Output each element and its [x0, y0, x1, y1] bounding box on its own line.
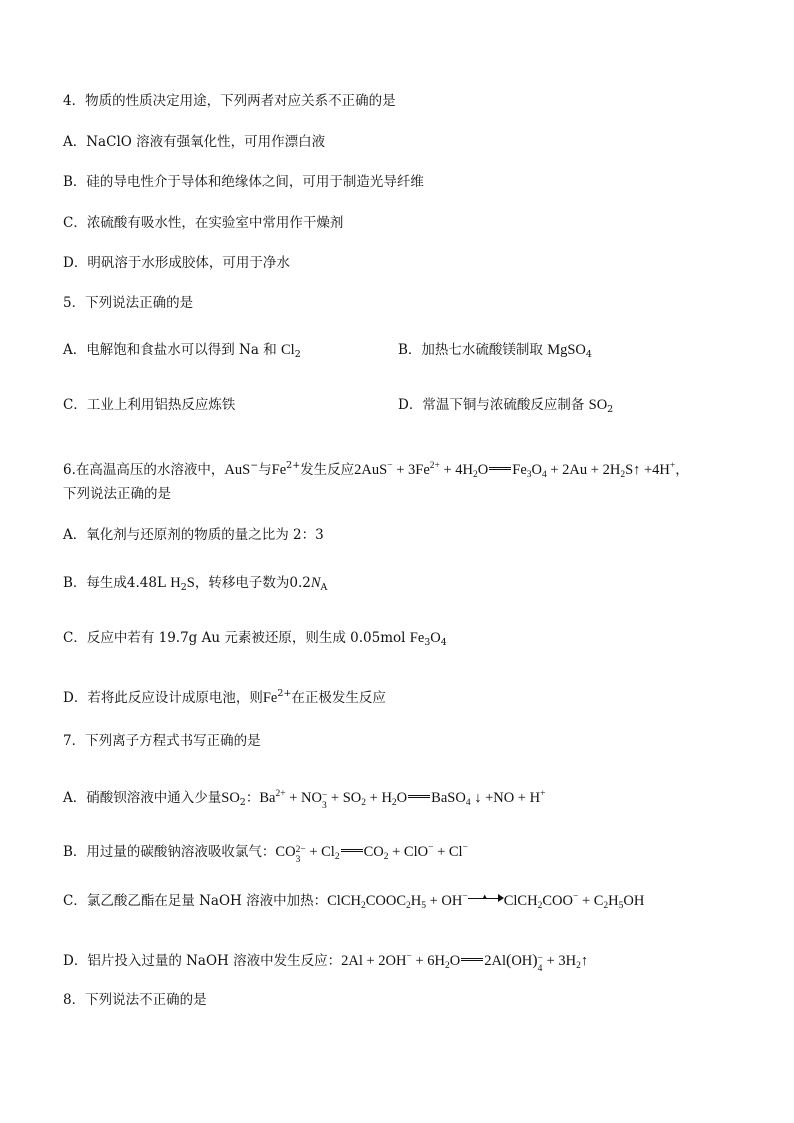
q6-fe: Fe — [271, 462, 287, 478]
q7-b-eq-part: + Cl — [433, 844, 463, 860]
q7-c-eq-part: ClCH — [327, 893, 361, 909]
q7-d-eq-sup: − — [406, 952, 412, 962]
q7-a-eq-sub: 2 — [391, 798, 397, 808]
q6-eq-sub: 2 — [473, 470, 478, 480]
q5-b-formula: MgSO — [547, 342, 586, 358]
q6-eq-sup: + — [669, 461, 676, 471]
q6-eq-part: O — [477, 462, 489, 478]
q7-b-eq-sub: 2 — [383, 852, 389, 862]
q6-eq-sub: 2 — [620, 470, 626, 480]
q6-aus-sup: − — [250, 460, 259, 471]
q4-option-a: A．NaClO 溶液有强氧化性，可用作漂白液 — [63, 134, 326, 150]
q7-c-eq-part: OH — [623, 893, 645, 909]
q7-d-eq-sub: 2 — [576, 961, 581, 971]
equal-sign-double — [461, 958, 483, 961]
q7-c-eq-part: + OH — [426, 893, 463, 909]
q6-stem-a: 6.在高温高压的水溶液中， — [63, 462, 225, 478]
q7-a-so: SO — [221, 790, 240, 806]
q7-c-eq-part: COO — [542, 893, 573, 909]
q6-eq-sup: − — [387, 461, 393, 471]
q6-d-fe: Fe — [262, 690, 278, 706]
q7-d-left-paren: ( — [505, 952, 512, 969]
q7-d-equation — [341, 952, 589, 974]
q7-c-text: C．氯乙酸乙酯在足量 NaOH 溶液中加热： — [63, 893, 328, 909]
q5-b-text: B．加热七水硫酸镁制取 — [398, 342, 548, 358]
equal-sign-double — [408, 795, 430, 798]
q6-option-c — [63, 629, 447, 652]
q7-b-eq-part: + ClO — [388, 844, 429, 860]
q7-d-eq-part: ↑ — [580, 953, 589, 969]
q7-d-eq-sub: 4 — [537, 964, 543, 974]
q6-eq-part: Fe — [512, 462, 527, 478]
q6-option-a: A．氧化剂与还原剂的物质的量之比为 2：3 — [63, 527, 324, 543]
q6-eq-sup: 2+ — [429, 461, 440, 471]
q7-a-eq-sup: − — [321, 791, 328, 801]
q7-c-eq-sub: 2 — [360, 901, 366, 911]
q7-d-text: D．铝片投入过量的 NaOH 溶液中发生反应： — [63, 953, 342, 969]
q6-c-formula: Fe — [409, 630, 425, 646]
q6-b-text: B．每生成4.48L — [63, 575, 171, 591]
q5-d-formula-sub: 2 — [607, 404, 614, 415]
q5-stem: 5．下列说法正确的是 — [63, 295, 194, 311]
q4-option-c: C．浓硫酸有吸水性，在实验室中常用作干燥剂 — [63, 215, 344, 231]
q7-a-text: A．硝酸钡溶液中通入少量 — [63, 790, 222, 806]
q7-b-eq-sup: 2− — [295, 845, 306, 855]
q6-with: 与 — [258, 462, 272, 478]
q5-d-formula: SO — [588, 397, 608, 413]
q5-a-formula: Cl — [280, 342, 295, 358]
q7-c-eq-sub: 2 — [406, 901, 411, 911]
q6-d-fe-sup: 2+ — [277, 688, 292, 699]
q7-a-eq-part: Ba — [259, 790, 276, 806]
q7-c-eq-sub: 5 — [421, 901, 426, 911]
q6-b-formula-sub: 2 — [180, 582, 187, 593]
q6-eq-part: 2AuS — [354, 462, 388, 478]
q7-c-eq-part: H — [410, 893, 422, 909]
q6-option-b — [63, 574, 327, 597]
q6-stem-line1 — [63, 457, 689, 484]
q7-d-eq-part: 2Al — [484, 953, 506, 969]
q6-b-na: N — [310, 575, 321, 591]
q7-a-eq-part: + NO — [285, 790, 322, 806]
q7-c-eq-sup: − — [572, 892, 579, 902]
q7-a-eq-sub: 2 — [361, 798, 367, 808]
q5-a-text: A．电解饱和食盐水可以得到 Na 和 — [63, 342, 281, 358]
q7-c-eq-sub: 5 — [618, 901, 624, 911]
q5-a-formula-sub: 2 — [294, 349, 301, 360]
q6-fe-sup: 2+ — [286, 460, 301, 471]
q7-a-colon: ： — [245, 790, 260, 806]
q6-c-text: C．反应中若有 19.7g Au 元素被还原，则生成 0.05mol — [63, 630, 410, 646]
q7-b-eq-sup: − — [462, 843, 468, 853]
reaction-arrow-icon — [468, 892, 504, 904]
q7-b-text: B．用过量的碳酸钠溶液吸收氯气： — [63, 844, 276, 860]
q7-b-eq-part: CO — [275, 844, 296, 860]
q7-b-equation — [275, 843, 468, 865]
q6-c-formula-sub: 3 — [424, 637, 431, 648]
q7-b-eq-part: + Cl — [305, 844, 335, 860]
q7-d-right-paren: ) — [532, 952, 538, 969]
q8-stem: 8．下列说法不正确的是 — [63, 992, 207, 1008]
q6-eq-sub: 4 — [542, 470, 547, 480]
q6-c-formula2-sub: 4 — [440, 637, 447, 648]
q6-eq-end: ， — [675, 462, 689, 478]
q5-option-a — [63, 341, 301, 364]
q6-eq-sub: 3 — [526, 470, 532, 480]
equal-sign-double — [489, 467, 511, 470]
q6-react: 发生反应 — [300, 462, 355, 478]
q6-b-na-sub: A — [320, 582, 328, 593]
q5-option-b — [398, 341, 592, 364]
q4-stem: 4．物质的性质决定用途，下列两者对应关系不正确的是 — [63, 93, 396, 109]
q6-b-formula2: S — [186, 575, 195, 591]
q6-b-text2: ，转移电子数为0.2 — [194, 575, 311, 591]
q6-equation — [354, 462, 675, 478]
q7-d-eq-part: + 3H — [542, 953, 577, 969]
q7-option-c — [63, 888, 644, 915]
q7-a-eq-sub: 4 — [465, 798, 471, 808]
q7-c-eq-part: ClCH — [503, 893, 538, 909]
q7-a-eq-part: + SO — [327, 790, 362, 806]
q7-a-eq-sub: 3 — [321, 801, 327, 811]
q6-d-text2: 在正极发生反应 — [291, 690, 386, 706]
q6-c-formula2: O — [430, 630, 441, 646]
q5-b-formula-sub: 4 — [585, 349, 592, 360]
q7-c-eq-sub: 2 — [603, 901, 609, 911]
q7-a-so-sub: 2 — [239, 797, 246, 808]
q7-option-d — [63, 948, 588, 975]
q5-option-d — [398, 396, 613, 419]
q7-stem: 7．下列离子方程式书写正确的是 — [63, 733, 261, 749]
q6-eq-part: O — [531, 462, 542, 478]
q7-d-eq-sub: 2 — [445, 961, 450, 971]
q7-b-eq-sup: − — [428, 843, 434, 853]
q6-aus: AuS — [224, 462, 251, 478]
q7-b-eq-sub: 2 — [334, 852, 340, 862]
q6-d-text: D．若将此反应设计成原电池，则 — [63, 690, 263, 706]
q4-option-b: B．硅的导电性介于导体和绝缘体之间，可用于制造光导纤维 — [63, 174, 424, 190]
q7-a-eq-sup: + — [540, 789, 546, 799]
q7-d-eq-part: 2Al + 2OH — [341, 953, 407, 969]
q7-a-eq-part: + H — [366, 790, 392, 806]
heat-triangle-icon: ▲ — [481, 894, 488, 900]
q7-d-eq-sup: − — [537, 954, 543, 964]
q7-d-eq-part: OH — [511, 953, 533, 969]
q6-eq-part: + 2Au + 2H — [546, 462, 621, 478]
q7-a-eq-sup: 2+ — [275, 789, 286, 799]
q6-option-d — [63, 685, 386, 707]
q7-b-eq-sub: 3 — [295, 855, 301, 865]
q7-c-eq-sub: 2 — [537, 901, 543, 911]
q7-d-eq-part: O — [449, 953, 461, 969]
q6-b-formula: H — [170, 575, 181, 591]
q7-c-eq-part: COOC — [365, 893, 407, 909]
q5-option-c: C．工业上利用铝热反应炼铁 — [63, 397, 236, 413]
q7-option-a — [63, 785, 545, 812]
equal-sign-double — [341, 849, 363, 852]
q6-eq-part: + 3Fe — [392, 462, 430, 478]
q6-stem-line2: 下列说法正确的是 — [63, 486, 171, 502]
q6-eq-part: S↑ +4H — [625, 462, 670, 478]
q7-a-eq-part: O — [396, 790, 408, 806]
q7-c-eq-sup: − — [462, 892, 468, 902]
q7-b-eq-supsub — [296, 845, 306, 865]
q4-option-d: D．明矾溶于水形成胶体，可用于净水 — [63, 255, 290, 271]
q7-c-eq-part: + C — [578, 893, 604, 909]
q7-a-eq-part: ↓ +NO + H — [470, 790, 541, 806]
q5-d-text: D．常温下铜与浓硫酸反应制备 — [398, 397, 589, 413]
q7-d-eq-part: + 6H — [411, 953, 445, 969]
q7-a-equation — [259, 789, 546, 811]
q7-c-eq-part: H — [608, 893, 619, 909]
q7-option-b — [63, 839, 468, 866]
q6-eq-part: + 4H — [439, 462, 474, 478]
q7-a-eq-part: BaSO — [431, 790, 466, 806]
q7-b-eq-part: CO — [363, 844, 384, 860]
q7-c-equation — [327, 893, 644, 909]
